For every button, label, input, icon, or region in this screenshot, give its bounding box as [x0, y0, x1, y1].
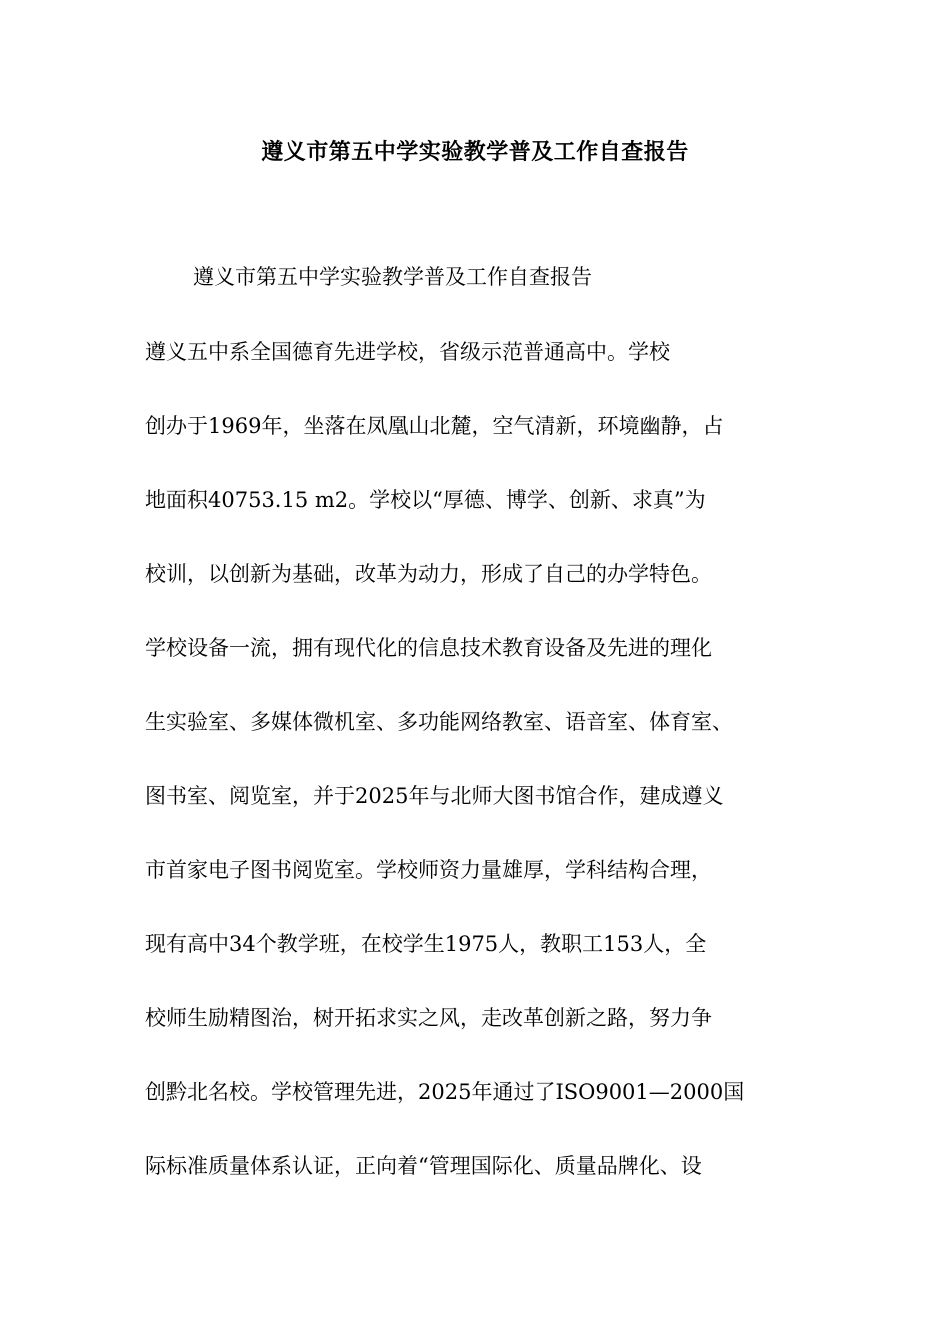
body-line: 创黔北名校。学校管理先进，2025年通过了ISO9001—2000国	[145, 1080, 745, 1104]
document-subtitle: 遵义市第五中学实验教学普及工作自查报告	[193, 265, 592, 289]
document-title: 遵义市第五中学实验教学普及工作自查报告	[261, 139, 689, 165]
body-line: 创办于1969年，坐落在凤凰山北麓，空气清新，环境幽静，占	[145, 414, 724, 438]
body-line: 际标准质量体系认证，正向着“管理国际化、质量品牌化、设	[145, 1154, 702, 1178]
body-line: 校训，以创新为基础，改革为动力，形成了自己的办学特色。	[145, 562, 712, 586]
body-line: 市首家电子图书阅览室。学校师资力量雄厚，学科结构合理，	[145, 858, 712, 882]
body-line: 地面积40753.15 m2。学校以“厚德、博学、创新、求真”为	[145, 488, 706, 512]
body-line: 生实验室、多媒体微机室、多功能网络教室、语音室、体育室、	[145, 710, 733, 734]
body-line: 学校设备一流，拥有现代化的信息技术教育设备及先进的理化	[145, 636, 712, 660]
body-line: 现有高中34个教学班，在校学生1975人，教职工153人，全	[145, 932, 707, 956]
body-line: 校师生励精图治，树开拓求实之风，走改革创新之路，努力争	[145, 1006, 712, 1030]
body-line: 遵义五中系全国德育先进学校，省级示范普通高中。学校	[145, 340, 670, 364]
body-line: 图书室、阅览室，并于2025年与北师大图书馆合作，建成遵义	[145, 784, 724, 808]
